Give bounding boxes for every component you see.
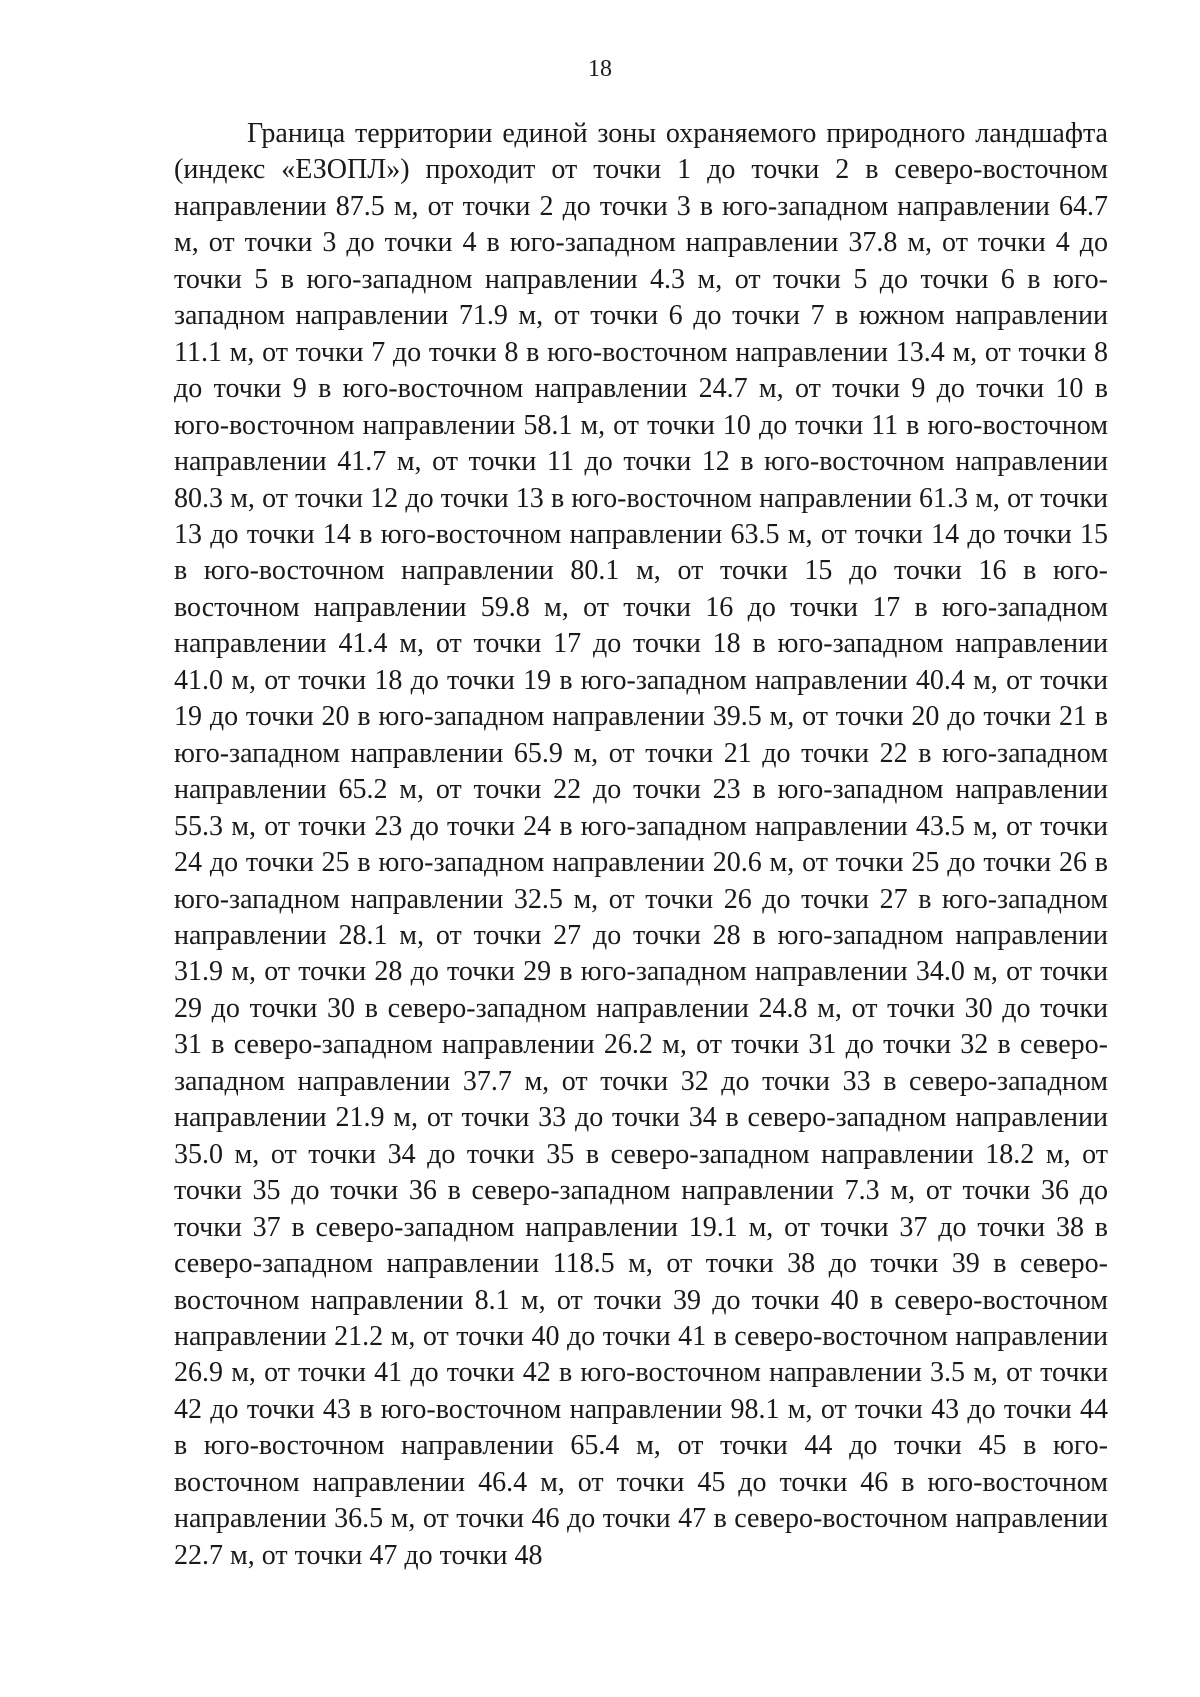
page-number: 18 xyxy=(588,56,612,82)
boundary-description-paragraph: Граница территории единой зоны охраняемого природного ландшафта (индекс «ЕЗОПЛ») проходит от точки 1 до точки 2 в северо-восточном направлении 87.5 м, от точки 2 до точки 3 в юго-западном направлении 64.7 м, от точки 3 до точки 4 в юго-западном направлении 37.8 м, от точки 4 до точки 5 в юго-западном направлении 4.3 м, от точки 5 до точки 6 в юго-западном направлении 71.9 м, от точки 6 до точки 7 в южном направлении 11.1 м, от точки 7 до точки 8 в юго-восточном направлении 13.4 м, от точки 8 до точки 9 в юго-восточном направлении 24.7 м, от точки 9 до точки 10 в юго-восточном направлении 58.1 м, от точки 10 до точки 11 в юго-восточном направлении 41.7 м, от точки 11 до точки 12 в юго-восточном направлении 80.3 м, от точки 12 до точки 13 в юго-восточном направлении 61.3 м, от точки 13 до точки 14 в юго-восточном направлении 63.5 м, от точки 14 до точки 15 в юго-восточном направлении 80.1 м, от точки 15 до точки 16 в юго-восточном направлении 59.8 м, от точки 16 до точки 17 в юго-западном направлении 41.4 м, от точки 17 до точки 18 в юго-западном направлении 41.0 м, от точки 18 до точки 19 в юго-западном направлении 40.4 м, от точки 19 до точки 20 в юго-западном направлении 39.5 м, от точки 20 до точки 21 в юго-западном направлении 65.9 м, от точки 21 до точки 22 в юго-западном направлении 65.2 м, от точки 22 до точки 23 в юго-западном направлении 55.3 м, от точки 23 до точки 24 в юго-западном направлении 43.5 м, от точки 24 до точки 25 в юго-западном направлении 20.6 м, от точки 25 до точки 26 в юго-западном направлении 32.5 м, от точки 26 до точки 27 в юго-западном направлении 28.1 м, от точки 27 до точки 28 в юго-западном направлении 31.9 м, от точки 28 до точки 29 в юго-западном направлении 34.0 м, от точки 29 до точки 30 в северо-западном направлении 24.8 м, от точки 30 до точки 31 в северо-западном направлении 26.2 м, от точки 31 до точки 32 в северо-западном направлении 37.7 м, от точки 32 до точки 33 в северо-западном направлении 21.9 м, от точки 33 до точки 34 в северо-западном направлении 35.0 м, от точки 34 до точки 35 в северо-западном направлении 18.2 м, от точки 35 до точки 36 в северо-западном направлении 7.3 м, от точки 36 до точки 37 в северо-западном направлении 19.1 м, от точки 37 до точки 38 в северо-западном направлении 118.5 м, от точки 38 до точки 39 в северо-восточном направлении 8.1 м, от точки 39 до точки 40 в северо-восточном направлении 21.2 м, от точки 40 до точки 41 в северо-восточном направлении 26.9 м, от точки 41 до точки 42 в юго-восточном направлении 3.5 м, от точки 42 до точки 43 в юго-восточном направлении 98.1 м, от точки 43 до точки 44 в юго-восточном направлении 65.4 м, от точки 44 до точки 45 в юго-восточном направлении 46.4 м, от точки 45 до точки 46 в юго-восточном направлении 36.5 м, от точки 46 до точки 47 в северо-восточном направлении 22.7 м, от точки 47 до точки 48 xyxy=(174,118,1108,1571)
